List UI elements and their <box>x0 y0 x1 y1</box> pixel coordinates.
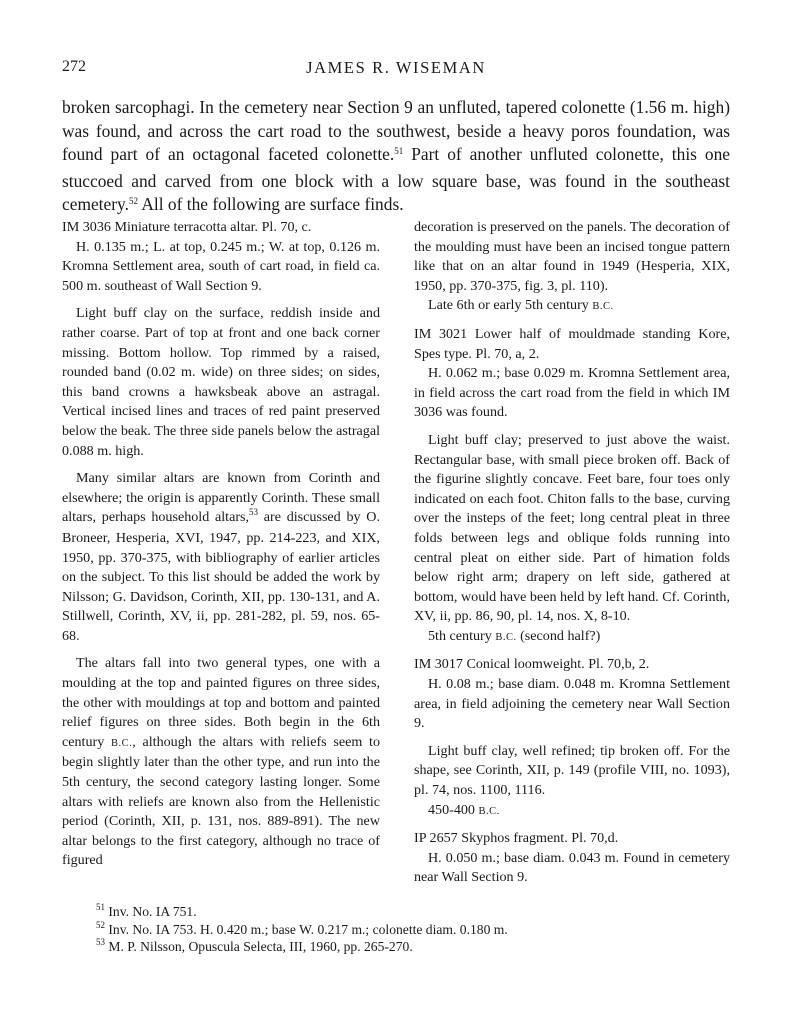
discussion-paragraph-1 <box>62 469 380 646</box>
footnote-text: Inv. No. IA 753. H. 0.420 m.; base W. 0.217 m.; colonette diam. 0.180 m. <box>105 921 508 937</box>
discussion-text-2a: The altars fall into two general types, one with a moulding at the top and painted figures on three sides, the other with mouldings at top and bottom and painted relief figures on three sides. Both begin in the 6th century <box>62 655 380 750</box>
date-text-suffix: (second half?) <box>516 627 601 644</box>
date-text: 5th century <box>428 627 496 644</box>
discussion-continuation: decoration is preserved on the panels. The decoration of the moulding must have been an incised tongue pattern like that on an altar found in 1949 (Hesperia, XIX, 1950, pp. 370-375, fig. 3, pl. 110). <box>414 219 730 294</box>
catalog-dims-im3017: H. 0.08 m.; base diam. 0.048 m. Kromna Settlement area, in field adjoining the cemetery near Wall Section 9. <box>414 676 730 732</box>
footnote-ref-52[interactable]: 52 <box>128 196 138 207</box>
discussion-paragraph-2 <box>62 654 380 871</box>
intro-text-3: All of the following are surface finds. <box>137 194 404 215</box>
footnote-53 <box>96 939 730 957</box>
catalog-dims-im3036: H. 0.135 m.; L. at top, 0.245 m.; W. at top, 0.126 m. Kromna Settlement area, south of cart road, in field ca. 500 m. southeast of Wall Section 9. <box>62 238 380 294</box>
footnote-number: 53 <box>96 937 105 948</box>
footnote-ref-53[interactable]: 53 <box>249 507 259 518</box>
bc-label: B.C. <box>478 805 500 817</box>
catalog-desc-im3021: Light buff clay; preserved to just above the waist. Rectangular base, with small piece broken off. Back of the figurine slightly concave. Feet bare, four toes only indicated on each foot. Chiton falls to the base, curving over the insteps of the feet; long central pleat in three folds between legs and oblique folds running into central pleat on either side. Part of himation folds below right arm; drapery on left side, gathered at bottom, would have been held by left hand. Cf. Corinth, XV, ii, pp. 86, 90, pl. 14, nos. X, 8-10. <box>414 431 730 625</box>
footnote-text: Inv. No. IA 751. <box>105 904 197 919</box>
catalog-dims-ip2657: H. 0.050 m.; base diam. 0.043 m. Found in cemetery near Wall Section 9. <box>414 849 730 886</box>
footnotes <box>96 904 730 957</box>
footnote-number: 52 <box>96 919 105 930</box>
date-line-im3021 <box>414 627 730 648</box>
catalog-heading-im3017: IM 3017 Conical loomweight. Pl. 70,b, 2. <box>414 656 650 673</box>
page-number: 272 <box>62 58 86 75</box>
discussion-text-2b: , although the altars with reliefs seem to begin slightly later than the other type, and run into the 5th century, the second category lasting longer. Some altars with reliefs are known also from the Hellenistic period (Corinth, XII, p. 131, nos. 889-891). The new altar belongs to the first category, although no trace of figured <box>62 733 380 869</box>
bc-label: B.C. <box>110 737 133 749</box>
catalog-dims-im3021: H. 0.062 m.; base 0.029 m. Kromna Settlement area, in field across the cart road from the field in which IM 3036 was found. <box>414 365 730 421</box>
footnote-51 <box>96 904 730 922</box>
right-column <box>414 218 730 888</box>
catalog-desc-im3017: Light buff clay, well refined; tip broken off. For the shape, see Corinth, XII, p. 149 (profile VIII, no. 1093), pl. 74, nos. 1100, 1116. <box>414 742 730 799</box>
footnote-ref-51[interactable]: 51 <box>394 146 404 157</box>
catalog-heading-ip2657: IP 2657 Skyphos fragment. Pl. 70,d. <box>414 830 619 847</box>
intro-text-2: Part of another unfluted colonette, this one stuccoed and carved from one block with a low square base, was found in the southeast cemetery. <box>62 144 730 215</box>
date-line-im3036 <box>414 296 730 317</box>
footnote-52 <box>96 919 730 940</box>
running-header <box>62 58 730 80</box>
left-column <box>62 218 380 871</box>
intro-text: broken sarcophagi. In the cemetery near Section 9 an unfluted, tapered colonette (1.56 m. high) was found, and across the cart road to the southwest, beside a heavy poros foundation, was found part of an octagonal faceted colonette. <box>62 97 730 165</box>
footnote-text: M. P. Nilsson, Opuscula Selecta, III, 1960, pp. 265-270. <box>105 939 413 955</box>
catalog-desc-im3036: Light buff clay on the surface, reddish inside and rather coarse. Part of top at front and one back corner missing. Bottom hollow. Top rimmed by a raised, rounded band (0.02 m. wide) on three sides; on sides, this band crowns a hawksbeak above an astragal. Vertical incised lines and traces of red paint preserved below the beak. The three side panels below the astragal 0.088 m. high. <box>62 305 380 459</box>
date-text: Late 6th or early 5th century <box>428 297 593 314</box>
bc-label: B.C. <box>495 631 517 643</box>
running-head-author: JAMES R. WISEMAN <box>306 58 486 77</box>
intro-paragraph <box>62 96 730 220</box>
discussion-text-1b: are discussed by O. Broneer, Hesperia, XVI, 1947, pp. 214-223, and XIX, 1950, pp. 370-375, with bibliography of earlier articles on the subject. To this list should be added the work by Nilsson; G. Davidson, Corinth, XII, pp. 130-131, and A. Stillwell, Corinth, XV, ii, pp. 281-282, pl. 59, nos. 65-68. <box>62 509 380 644</box>
footnote-number: 51 <box>96 902 105 912</box>
catalog-heading-im3021: IM 3021 Lower half of mouldmade standing Kore, Spes type. Pl. 70, a, 2. <box>414 325 730 362</box>
date-text: 450-400 <box>428 801 479 818</box>
catalog-heading-im3036: IM 3036 Miniature terracotta altar. Pl. 70, c. <box>62 219 312 235</box>
date-line-im3017 <box>414 801 730 822</box>
bc-label: B.C. <box>592 301 614 313</box>
discussion-text-1a: Many similar altars are known from Corinth and elsewhere; the origin is apparently Corinth. These small altars, perhaps household altars, <box>62 470 380 526</box>
